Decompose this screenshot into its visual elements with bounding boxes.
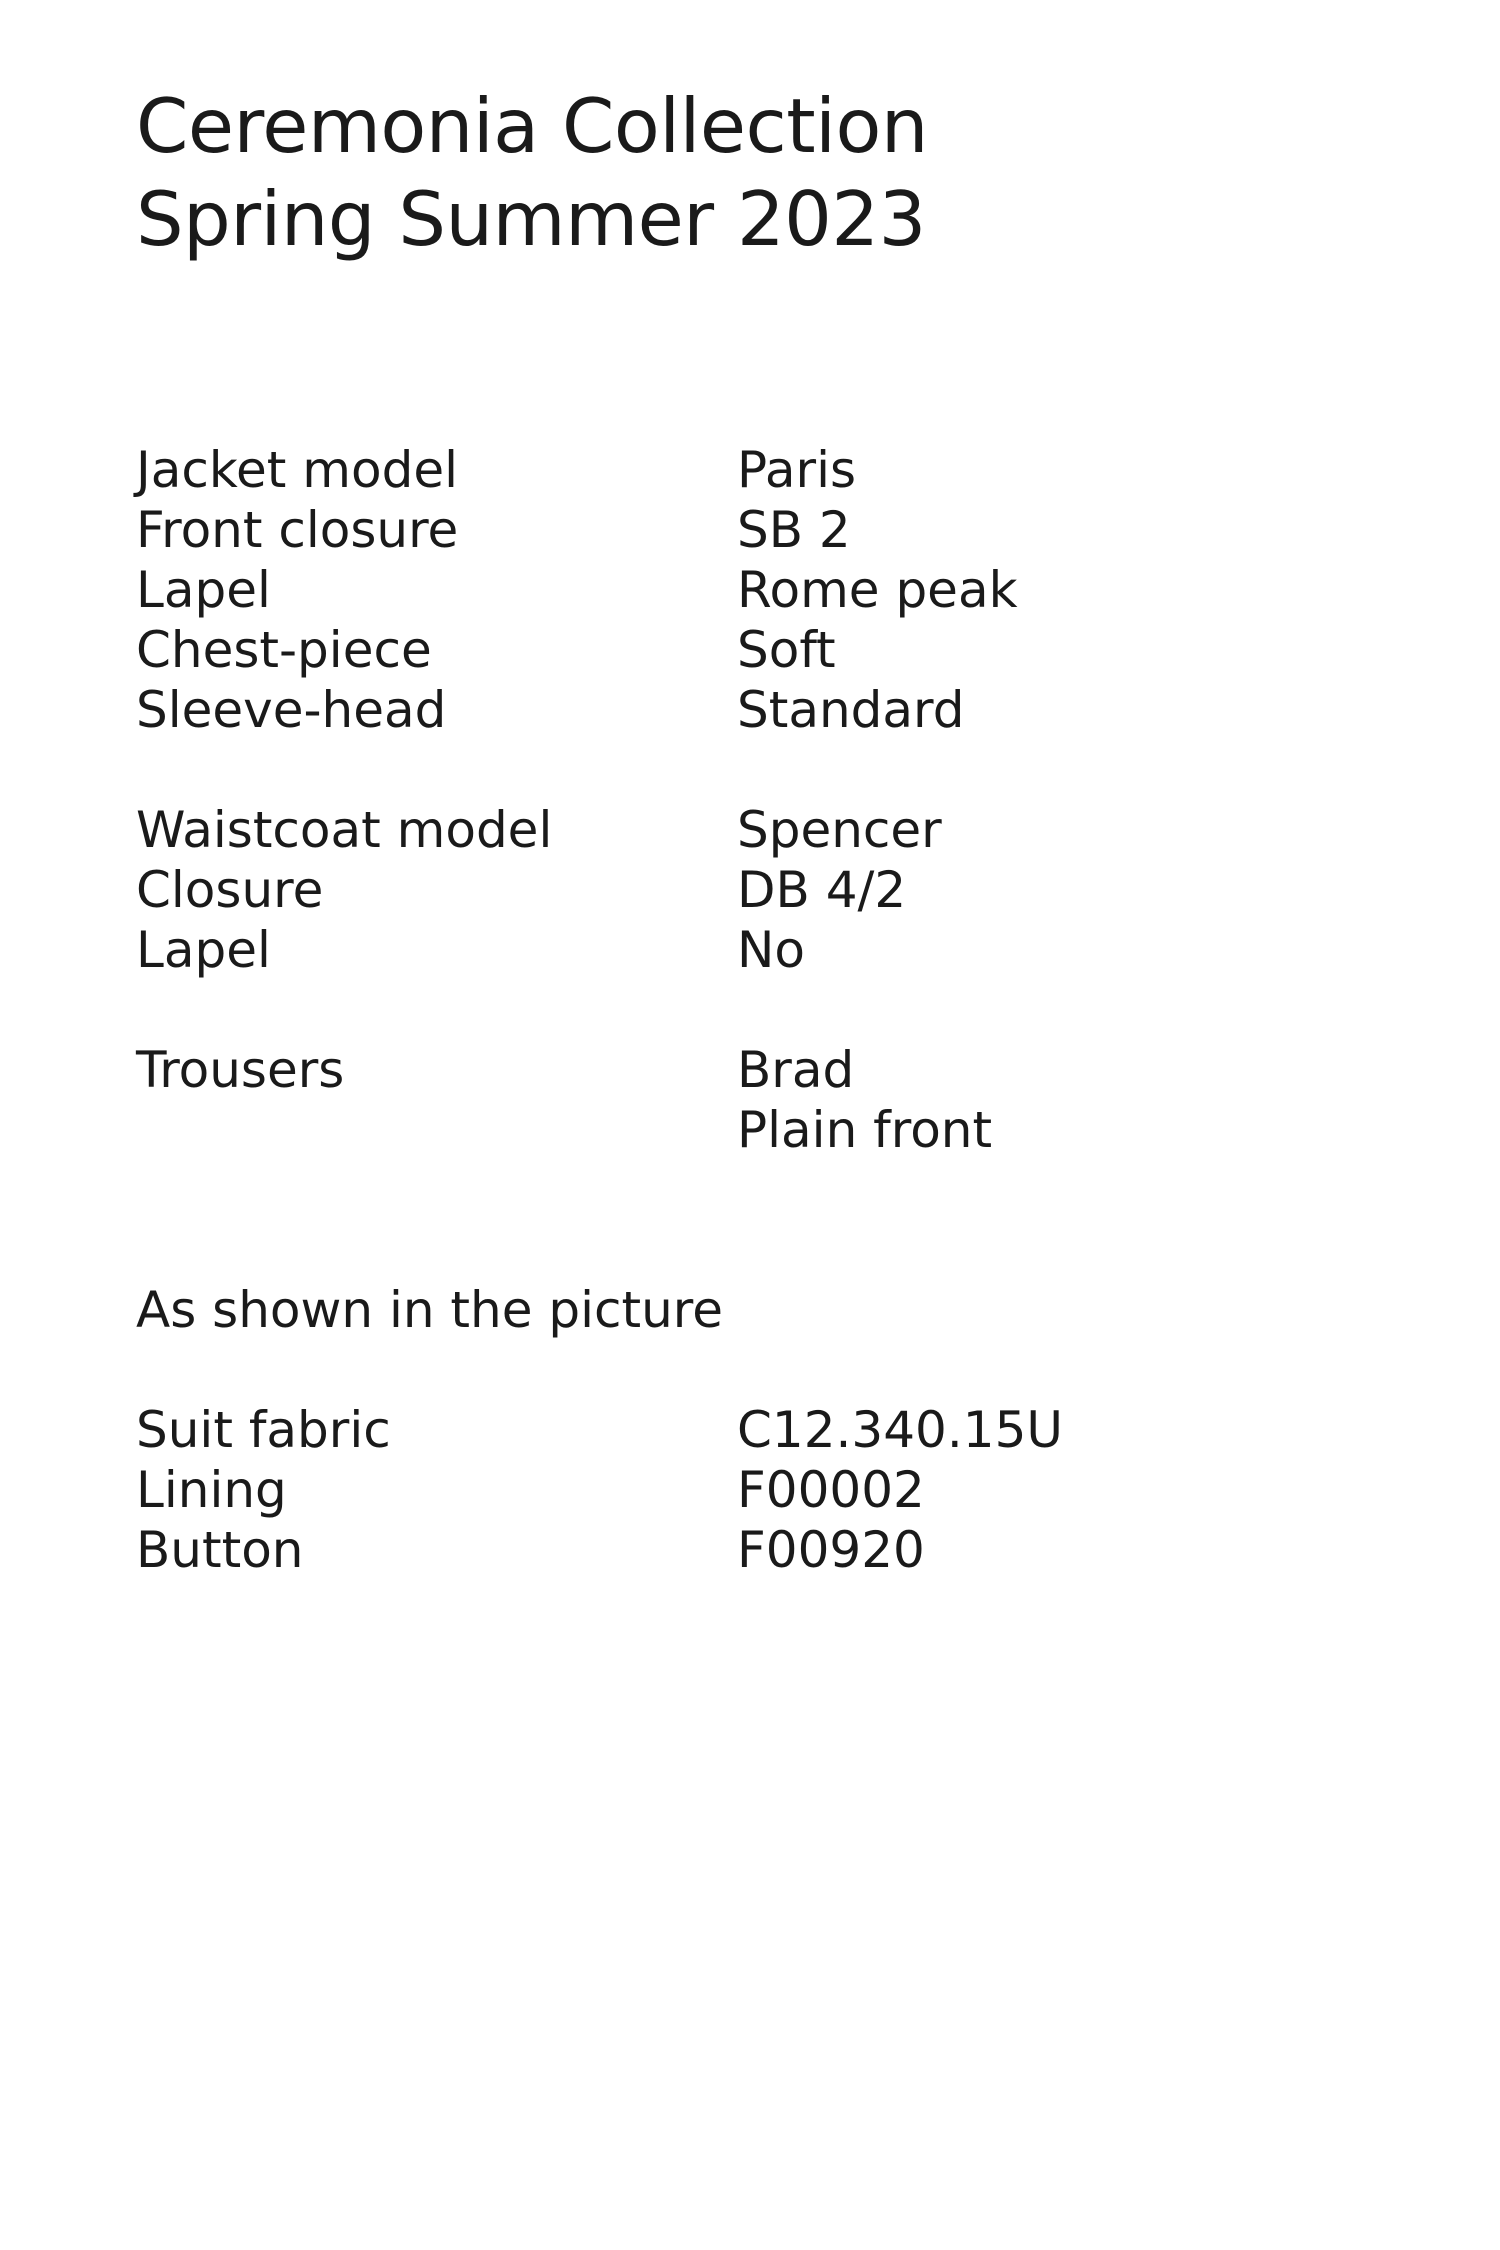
spec-label: Trousers	[136, 1041, 345, 1099]
spec-value: F00920	[737, 1521, 925, 1579]
collection-title	[136, 80, 928, 266]
spec-label: Sleeve-head	[136, 681, 447, 739]
spec-label: Closure	[136, 861, 324, 919]
spec-value: Soft	[737, 621, 836, 679]
spec-label: Suit fabric	[136, 1401, 391, 1459]
spec-label: Lapel	[136, 921, 271, 979]
spec-value: No	[737, 921, 805, 979]
spec-value: Standard	[737, 681, 965, 739]
note-text: As shown in the picture	[136, 1281, 724, 1339]
collection-title-line1: Ceremonia Collection	[136, 82, 928, 170]
spec-label: Waistcoat model	[136, 801, 553, 859]
spec-value: F00002	[737, 1461, 925, 1519]
spec-label: Jacket model	[136, 441, 458, 499]
spec-value: C12.340.15U	[737, 1401, 1063, 1459]
spec-value: Paris	[737, 441, 857, 499]
spec-value: Brad	[737, 1041, 855, 1099]
spec-value: SB 2	[737, 501, 851, 559]
collection-title-line2: Spring Summer 2023	[136, 175, 926, 263]
spec-value: DB 4/2	[737, 861, 907, 919]
spec-value: Rome peak	[737, 561, 1018, 619]
spec-label: Lining	[136, 1461, 287, 1519]
spec-label: Lapel	[136, 561, 271, 619]
spec-value: Spencer	[737, 801, 942, 859]
spec-label: Chest-piece	[136, 621, 432, 679]
spec-label: Button	[136, 1521, 304, 1579]
spec-value: Plain front	[737, 1101, 993, 1159]
spec-label: Front closure	[136, 501, 459, 559]
